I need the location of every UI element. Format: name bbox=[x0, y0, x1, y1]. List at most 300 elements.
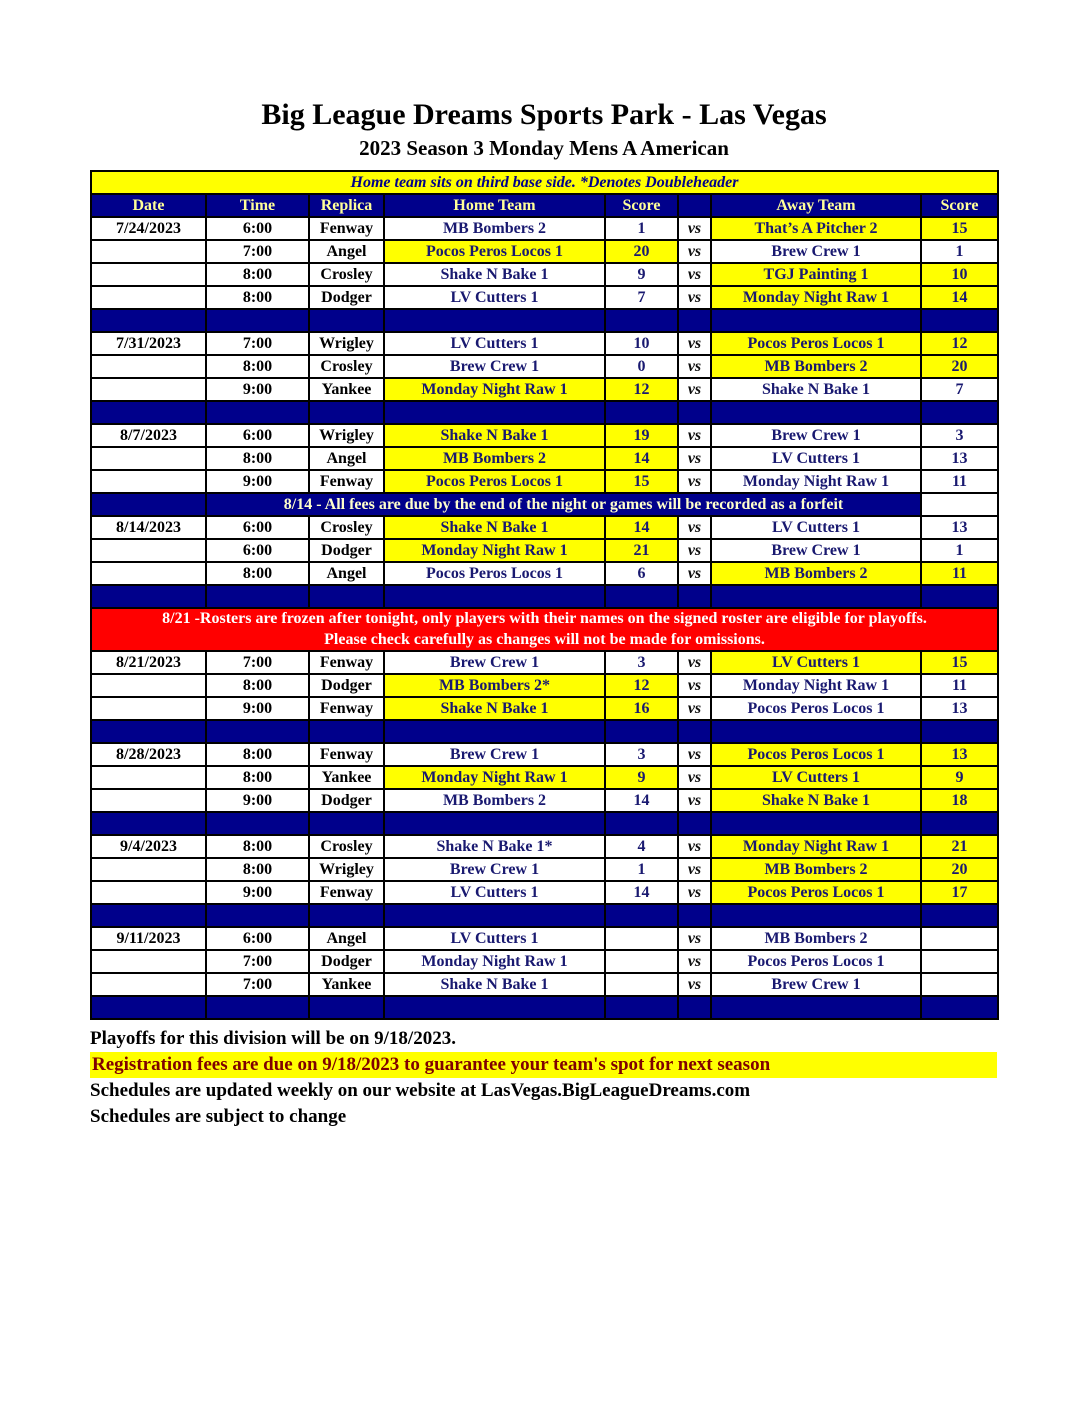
home-team-cell: Shake N Bake 1 bbox=[384, 697, 605, 720]
away-score-cell: 13 bbox=[921, 447, 998, 470]
away-team-cell: MB Bombers 2 bbox=[711, 562, 921, 585]
replica-cell: Angel bbox=[309, 447, 384, 470]
vs-cell: vs bbox=[678, 424, 711, 447]
home-team-cell: LV Cutters 1 bbox=[384, 286, 605, 309]
roster-alert-line: 8/21 -Rosters are frozen after tonight, only players with their names on the signed roster are eligible for playoffs. bbox=[162, 610, 927, 628]
away-score-cell: 1 bbox=[921, 240, 998, 263]
home-score-cell bbox=[605, 950, 678, 973]
separator-cell bbox=[678, 309, 711, 332]
time-cell: 7:00 bbox=[206, 973, 309, 996]
home-team-cell: Shake N Bake 1 bbox=[384, 516, 605, 539]
home-team-cell: Shake N Bake 1* bbox=[384, 835, 605, 858]
playoffs-note: Playoffs for this division will be on 9/18/2023. bbox=[90, 1028, 456, 1050]
home-team-cell: Brew Crew 1 bbox=[384, 743, 605, 766]
vs-cell: vs bbox=[678, 355, 711, 378]
away-team-cell: Pocos Peros Locos 1 bbox=[711, 881, 921, 904]
home-score-cell: 14 bbox=[605, 516, 678, 539]
game-row bbox=[91, 470, 998, 493]
vs-cell: vs bbox=[678, 240, 711, 263]
separator-cell bbox=[91, 401, 206, 424]
separator-cell bbox=[921, 812, 998, 835]
date-cell bbox=[91, 858, 206, 881]
replica-cell: Dodger bbox=[309, 950, 384, 973]
header-cell: Date bbox=[91, 194, 206, 217]
home-score-cell: 10 bbox=[605, 332, 678, 355]
time-cell: 6:00 bbox=[206, 516, 309, 539]
home-score-cell: 0 bbox=[605, 355, 678, 378]
away-score-cell bbox=[921, 950, 998, 973]
game-row bbox=[91, 447, 998, 470]
away-team-cell: LV Cutters 1 bbox=[711, 447, 921, 470]
home-score-cell: 21 bbox=[605, 539, 678, 562]
date-cell bbox=[91, 240, 206, 263]
separator-cell bbox=[711, 585, 921, 608]
date-cell: 8/21/2023 bbox=[91, 651, 206, 674]
time-cell: 9:00 bbox=[206, 881, 309, 904]
away-team-cell: Brew Crew 1 bbox=[711, 240, 921, 263]
vs-cell: vs bbox=[678, 835, 711, 858]
vs-cell: vs bbox=[678, 286, 711, 309]
separator-cell bbox=[384, 401, 605, 424]
time-cell: 6:00 bbox=[206, 927, 309, 950]
date-cell bbox=[91, 881, 206, 904]
home-score-cell bbox=[605, 927, 678, 950]
away-score-cell: 21 bbox=[921, 835, 998, 858]
roster-alert-line: Please check carefully as changes will not be made for omissions. bbox=[324, 630, 765, 648]
replica-cell: Fenway bbox=[309, 470, 384, 493]
home-team-cell: Shake N Bake 1 bbox=[384, 973, 605, 996]
away-team-cell: That’s A Pitcher 2 bbox=[711, 217, 921, 240]
away-team-cell: Monday Night Raw 1 bbox=[711, 835, 921, 858]
game-row bbox=[91, 858, 998, 881]
home-score-cell: 19 bbox=[605, 424, 678, 447]
replica-cell: Fenway bbox=[309, 697, 384, 720]
date-cell bbox=[91, 562, 206, 585]
separator-cell bbox=[384, 720, 605, 743]
separator-cell bbox=[605, 309, 678, 332]
home-score-cell: 9 bbox=[605, 766, 678, 789]
away-team-cell: TGJ Painting 1 bbox=[711, 263, 921, 286]
separator-cell bbox=[678, 720, 711, 743]
separator-cell bbox=[384, 585, 605, 608]
game-row bbox=[91, 332, 998, 355]
separator-row bbox=[91, 996, 998, 1019]
date-cell: 8/28/2023 bbox=[91, 743, 206, 766]
away-score-cell: 17 bbox=[921, 881, 998, 904]
game-row bbox=[91, 562, 998, 585]
replica-cell: Dodger bbox=[309, 674, 384, 697]
time-cell: 8:00 bbox=[206, 355, 309, 378]
time-cell: 8:00 bbox=[206, 858, 309, 881]
registration-note: Registration fees are due on 9/18/2023 to guarantee your team's spot for next season bbox=[90, 1052, 997, 1078]
date-cell bbox=[91, 950, 206, 973]
replica-cell: Wrigley bbox=[309, 424, 384, 447]
separator-cell bbox=[309, 720, 384, 743]
time-cell: 8:00 bbox=[206, 766, 309, 789]
away-team-cell: Brew Crew 1 bbox=[711, 424, 921, 447]
away-team-cell: Shake N Bake 1 bbox=[711, 378, 921, 401]
home-score-cell: 12 bbox=[605, 674, 678, 697]
time-cell: 6:00 bbox=[206, 424, 309, 447]
game-row bbox=[91, 217, 998, 240]
separator-cell bbox=[309, 812, 384, 835]
separator-cell bbox=[921, 996, 998, 1019]
schedule-table bbox=[90, 170, 999, 1020]
replica-cell: Fenway bbox=[309, 651, 384, 674]
vs-cell: vs bbox=[678, 217, 711, 240]
separator-cell bbox=[206, 309, 309, 332]
roster-alert-cell bbox=[91, 608, 998, 651]
home-team-cell: Pocos Peros Locos 1 bbox=[384, 240, 605, 263]
away-team-cell: Brew Crew 1 bbox=[711, 973, 921, 996]
time-cell: 7:00 bbox=[206, 240, 309, 263]
separator-cell bbox=[921, 720, 998, 743]
home-team-cell: MB Bombers 2 bbox=[384, 217, 605, 240]
vs-cell: vs bbox=[678, 697, 711, 720]
vs-cell: vs bbox=[678, 332, 711, 355]
time-cell: 8:00 bbox=[206, 674, 309, 697]
away-score-cell: 13 bbox=[921, 697, 998, 720]
separator-cell bbox=[921, 309, 998, 332]
away-team-cell: Monday Night Raw 1 bbox=[711, 674, 921, 697]
title-block bbox=[0, 0, 1088, 160]
vs-cell: vs bbox=[678, 539, 711, 562]
replica-cell: Dodger bbox=[309, 286, 384, 309]
vs-cell: vs bbox=[678, 743, 711, 766]
separator-cell bbox=[309, 585, 384, 608]
separator-cell bbox=[309, 401, 384, 424]
header-cell: Score bbox=[921, 194, 998, 217]
date-cell: 9/4/2023 bbox=[91, 835, 206, 858]
separator-cell bbox=[605, 720, 678, 743]
home-score-cell: 1 bbox=[605, 858, 678, 881]
away-score-cell: 14 bbox=[921, 286, 998, 309]
time-cell: 7:00 bbox=[206, 332, 309, 355]
home-score-cell: 3 bbox=[605, 743, 678, 766]
date-cell bbox=[91, 697, 206, 720]
date-cell bbox=[91, 286, 206, 309]
away-team-cell: LV Cutters 1 bbox=[711, 516, 921, 539]
away-score-cell: 11 bbox=[921, 674, 998, 697]
away-score-cell: 13 bbox=[921, 743, 998, 766]
replica-cell: Crosley bbox=[309, 835, 384, 858]
game-row bbox=[91, 263, 998, 286]
replica-cell: Angel bbox=[309, 562, 384, 585]
home-score-cell: 14 bbox=[605, 789, 678, 812]
separator-cell bbox=[206, 401, 309, 424]
home-team-cell: Monday Night Raw 1 bbox=[384, 539, 605, 562]
away-score-cell: 15 bbox=[921, 651, 998, 674]
home-team-cell: MB Bombers 2* bbox=[384, 674, 605, 697]
home-score-cell: 14 bbox=[605, 881, 678, 904]
replica-cell: Crosley bbox=[309, 263, 384, 286]
game-row bbox=[91, 651, 998, 674]
separator-cell bbox=[711, 401, 921, 424]
away-score-cell: 10 bbox=[921, 263, 998, 286]
time-cell: 9:00 bbox=[206, 789, 309, 812]
vs-cell: vs bbox=[678, 378, 711, 401]
home-score-cell: 15 bbox=[605, 470, 678, 493]
separator-cell bbox=[91, 904, 206, 927]
header-cell: Away Team bbox=[711, 194, 921, 217]
separator-cell bbox=[91, 812, 206, 835]
home-score-cell: 7 bbox=[605, 286, 678, 309]
home-team-cell: Monday Night Raw 1 bbox=[384, 950, 605, 973]
vs-cell: vs bbox=[678, 516, 711, 539]
separator-row bbox=[91, 720, 998, 743]
game-row bbox=[91, 697, 998, 720]
home-team-cell: Brew Crew 1 bbox=[384, 858, 605, 881]
banner-row bbox=[91, 171, 998, 194]
separator-cell bbox=[206, 585, 309, 608]
separator-cell bbox=[91, 309, 206, 332]
vs-cell: vs bbox=[678, 470, 711, 493]
note-row bbox=[91, 493, 998, 516]
separator-cell bbox=[678, 812, 711, 835]
separator-cell bbox=[678, 585, 711, 608]
separator-cell bbox=[605, 401, 678, 424]
separator-cell bbox=[711, 996, 921, 1019]
vs-cell: vs bbox=[678, 447, 711, 470]
header-cell: Home Team bbox=[384, 194, 605, 217]
separator-cell bbox=[309, 996, 384, 1019]
replica-cell: Yankee bbox=[309, 973, 384, 996]
date-cell: 7/24/2023 bbox=[91, 217, 206, 240]
column-header-row bbox=[91, 194, 998, 217]
game-row bbox=[91, 674, 998, 697]
time-cell: 9:00 bbox=[206, 697, 309, 720]
home-score-cell: 1 bbox=[605, 217, 678, 240]
separator-cell bbox=[309, 309, 384, 332]
separator-cell bbox=[605, 996, 678, 1019]
separator-cell bbox=[605, 904, 678, 927]
away-team-cell: Monday Night Raw 1 bbox=[711, 470, 921, 493]
fees-note-cell: 8/14 - All fees are due by the end of the night or games will be recorded as a forfeit bbox=[206, 493, 921, 516]
away-team-cell: Shake N Bake 1 bbox=[711, 789, 921, 812]
away-score-cell bbox=[921, 927, 998, 950]
home-team-cell: MB Bombers 2 bbox=[384, 789, 605, 812]
separator-cell bbox=[206, 720, 309, 743]
replica-cell: Yankee bbox=[309, 766, 384, 789]
away-team-cell: Pocos Peros Locos 1 bbox=[711, 332, 921, 355]
vs-cell: vs bbox=[678, 674, 711, 697]
time-cell: 7:00 bbox=[206, 651, 309, 674]
date-cell bbox=[91, 378, 206, 401]
alert-row bbox=[91, 608, 998, 651]
away-score-cell bbox=[921, 973, 998, 996]
separator-cell bbox=[678, 401, 711, 424]
home-score-cell: 12 bbox=[605, 378, 678, 401]
home-score-cell: 14 bbox=[605, 447, 678, 470]
away-team-cell: Brew Crew 1 bbox=[711, 539, 921, 562]
game-row bbox=[91, 355, 998, 378]
blank-cell bbox=[921, 493, 998, 516]
vs-cell: vs bbox=[678, 766, 711, 789]
home-team-cell: MB Bombers 2 bbox=[384, 447, 605, 470]
separator-cell bbox=[605, 812, 678, 835]
home-team-cell: LV Cutters 1 bbox=[384, 927, 605, 950]
home-score-cell: 4 bbox=[605, 835, 678, 858]
away-team-cell: MB Bombers 2 bbox=[711, 355, 921, 378]
page-title: Big League Dreams Sports Park - Las Vegas bbox=[261, 98, 827, 131]
away-team-cell: MB Bombers 2 bbox=[711, 927, 921, 950]
header-cell bbox=[678, 194, 711, 217]
home-team-cell: Shake N Bake 1 bbox=[384, 263, 605, 286]
game-row bbox=[91, 240, 998, 263]
vs-cell: vs bbox=[678, 927, 711, 950]
replica-cell: Angel bbox=[309, 927, 384, 950]
time-cell: 8:00 bbox=[206, 562, 309, 585]
time-cell: 8:00 bbox=[206, 447, 309, 470]
game-row bbox=[91, 927, 998, 950]
date-cell bbox=[91, 789, 206, 812]
game-row bbox=[91, 424, 998, 447]
replica-cell: Fenway bbox=[309, 743, 384, 766]
replica-cell: Angel bbox=[309, 240, 384, 263]
date-cell bbox=[91, 674, 206, 697]
game-row bbox=[91, 950, 998, 973]
replica-cell: Crosley bbox=[309, 516, 384, 539]
separator-cell bbox=[384, 309, 605, 332]
separator-cell bbox=[206, 812, 309, 835]
date-cell bbox=[91, 973, 206, 996]
time-cell: 9:00 bbox=[206, 470, 309, 493]
away-score-cell: 11 bbox=[921, 562, 998, 585]
home-score-cell: 3 bbox=[605, 651, 678, 674]
away-score-cell: 20 bbox=[921, 858, 998, 881]
vs-cell: vs bbox=[678, 973, 711, 996]
away-score-cell: 3 bbox=[921, 424, 998, 447]
game-row bbox=[91, 286, 998, 309]
away-team-cell: MB Bombers 2 bbox=[711, 858, 921, 881]
separator-cell bbox=[91, 585, 206, 608]
separator-cell bbox=[91, 720, 206, 743]
home-team-cell: Pocos Peros Locos 1 bbox=[384, 562, 605, 585]
separator-cell bbox=[309, 904, 384, 927]
date-cell: 8/14/2023 bbox=[91, 516, 206, 539]
date-cell bbox=[91, 539, 206, 562]
away-team-cell: Monday Night Raw 1 bbox=[711, 286, 921, 309]
separator-cell bbox=[711, 309, 921, 332]
home-team-cell: Monday Night Raw 1 bbox=[384, 378, 605, 401]
time-cell: 8:00 bbox=[206, 286, 309, 309]
away-score-cell: 20 bbox=[921, 355, 998, 378]
subject-to-change-note: Schedules are subject to change bbox=[90, 1106, 347, 1128]
game-row bbox=[91, 881, 998, 904]
away-score-cell: 1 bbox=[921, 539, 998, 562]
game-row bbox=[91, 378, 998, 401]
time-cell: 8:00 bbox=[206, 743, 309, 766]
time-cell: 7:00 bbox=[206, 950, 309, 973]
separator-cell bbox=[711, 904, 921, 927]
home-team-cell: Shake N Bake 1 bbox=[384, 424, 605, 447]
replica-cell: Yankee bbox=[309, 378, 384, 401]
separator-cell bbox=[384, 996, 605, 1019]
separator-cell bbox=[678, 996, 711, 1019]
home-team-cell: Monday Night Raw 1 bbox=[384, 766, 605, 789]
separator-cell bbox=[921, 401, 998, 424]
away-team-cell: Pocos Peros Locos 1 bbox=[711, 697, 921, 720]
game-row bbox=[91, 539, 998, 562]
game-row bbox=[91, 835, 998, 858]
vs-cell: vs bbox=[678, 651, 711, 674]
away-team-cell: LV Cutters 1 bbox=[711, 766, 921, 789]
game-row bbox=[91, 743, 998, 766]
replica-cell: Wrigley bbox=[309, 858, 384, 881]
separator-cell bbox=[384, 812, 605, 835]
separator-cell bbox=[91, 493, 206, 516]
vs-cell: vs bbox=[678, 858, 711, 881]
away-score-cell: 18 bbox=[921, 789, 998, 812]
home-team-cell: Brew Crew 1 bbox=[384, 651, 605, 674]
separator-cell bbox=[206, 904, 309, 927]
separator-cell bbox=[711, 720, 921, 743]
time-cell: 8:00 bbox=[206, 835, 309, 858]
header-cell: Time bbox=[206, 194, 309, 217]
away-score-cell: 7 bbox=[921, 378, 998, 401]
website-note: Schedules are updated weekly on our website at LasVegas.BigLeagueDreams.com bbox=[90, 1080, 751, 1102]
replica-cell: Fenway bbox=[309, 217, 384, 240]
separator-cell bbox=[921, 904, 998, 927]
home-team-cell: Pocos Peros Locos 1 bbox=[384, 470, 605, 493]
away-team-cell: Pocos Peros Locos 1 bbox=[711, 743, 921, 766]
separator-row bbox=[91, 309, 998, 332]
home-score-cell: 9 bbox=[605, 263, 678, 286]
vs-cell: vs bbox=[678, 950, 711, 973]
home-score-cell: 16 bbox=[605, 697, 678, 720]
separator-row bbox=[91, 585, 998, 608]
replica-cell: Fenway bbox=[309, 881, 384, 904]
separator-cell bbox=[678, 904, 711, 927]
game-row bbox=[91, 766, 998, 789]
away-team-cell: LV Cutters 1 bbox=[711, 651, 921, 674]
footer-notes bbox=[90, 1026, 997, 1130]
separator-row bbox=[91, 812, 998, 835]
time-cell: 6:00 bbox=[206, 217, 309, 240]
separator-cell bbox=[921, 585, 998, 608]
home-team-cell: LV Cutters 1 bbox=[384, 881, 605, 904]
date-cell bbox=[91, 766, 206, 789]
game-row bbox=[91, 973, 998, 996]
date-cell bbox=[91, 263, 206, 286]
date-cell: 7/31/2023 bbox=[91, 332, 206, 355]
vs-cell: vs bbox=[678, 562, 711, 585]
separator-cell bbox=[711, 812, 921, 835]
separator-row bbox=[91, 401, 998, 424]
away-score-cell: 11 bbox=[921, 470, 998, 493]
separator-cell bbox=[605, 585, 678, 608]
game-row bbox=[91, 789, 998, 812]
time-cell: 6:00 bbox=[206, 539, 309, 562]
away-score-cell: 13 bbox=[921, 516, 998, 539]
date-cell bbox=[91, 355, 206, 378]
time-cell: 9:00 bbox=[206, 378, 309, 401]
home-team-cell: Brew Crew 1 bbox=[384, 355, 605, 378]
vs-cell: vs bbox=[678, 263, 711, 286]
date-cell: 8/7/2023 bbox=[91, 424, 206, 447]
home-score-cell: 20 bbox=[605, 240, 678, 263]
replica-cell: Dodger bbox=[309, 539, 384, 562]
separator-cell bbox=[384, 904, 605, 927]
replica-cell: Dodger bbox=[309, 789, 384, 812]
home-team-cell: LV Cutters 1 bbox=[384, 332, 605, 355]
vs-cell: vs bbox=[678, 789, 711, 812]
home-team-banner: Home team sits on third base side. *Denotes Doubleheader bbox=[91, 171, 998, 194]
date-cell bbox=[91, 447, 206, 470]
date-cell: 9/11/2023 bbox=[91, 927, 206, 950]
vs-cell: vs bbox=[678, 881, 711, 904]
home-score-cell: 6 bbox=[605, 562, 678, 585]
